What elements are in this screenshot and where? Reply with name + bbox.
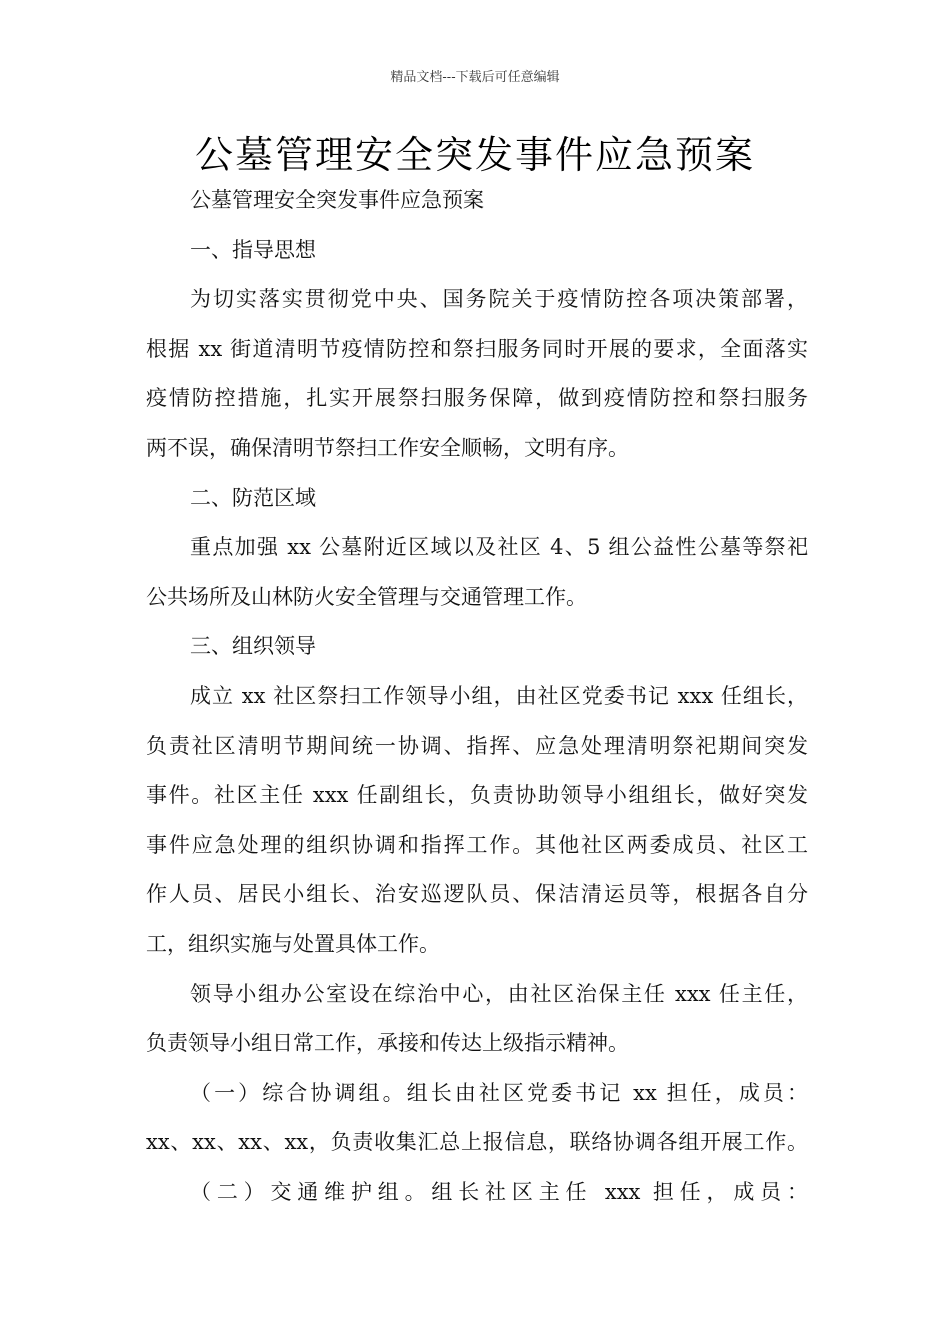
body-line: 事件。社区主任 xxx 任副组长，负责协助领导小组组长，做好突发 xyxy=(146,783,808,808)
body-line: xx、xx、xx、xx，负责收集汇总上报信息，联络协调各组开展工作。 xyxy=(146,1130,808,1155)
document-title: 公墓管理安全突发事件应急预案 xyxy=(194,133,755,177)
body-line: 领导小组办公室设在综治中心，由社区治保主任 xxx 任主任， xyxy=(190,981,808,1006)
body-line: 负责社区清明节期间统一协调、指挥、应急处理清明祭祀期间突发 xyxy=(146,733,808,758)
body-line: 事件应急处理的组织协调和指挥工作。其他社区两委成员、社区工 xyxy=(146,832,808,857)
body-line: 疫情防控措施，扎实开展祭扫服务保障，做到疫情防控和祭扫服务 xyxy=(146,386,808,411)
body-line: （二）交通维护组。组长社区主任 xxx 担任，成员： xyxy=(190,1179,808,1204)
body-line: 三、组织领导 xyxy=(190,634,316,659)
body-line: 重点加强 xx 公墓附近区域以及社区 4、5 组公益性公墓等祭祀 xyxy=(190,535,808,560)
document-body xyxy=(146,180,808,1221)
body-line: 公墓管理安全突发事件应急预案 xyxy=(190,188,484,212)
body-line: 两不误，确保清明节祭扫工作安全顺畅，文明有序。 xyxy=(146,435,629,460)
body-line: 公共场所及山林防火安全管理与交通管理工作。 xyxy=(146,584,587,609)
body-line: 一、指导思想 xyxy=(190,237,316,262)
body-line: 工，组织实施与处置具体工作。 xyxy=(146,931,440,956)
body-line: （一）综合协调组。组长由社区党委书记 xx 担任，成员： xyxy=(190,1080,808,1105)
body-line: 作人员、居民小组长、治安巡逻队员、保洁清运员等，根据各自分 xyxy=(146,882,808,907)
page-header: 精品文档---下载后可任意编辑 xyxy=(390,70,560,85)
body-line: 根据 xx 街道清明节疫情防控和祭扫服务同时开展的要求，全面落实 xyxy=(146,336,808,361)
body-line: 二、防范区域 xyxy=(190,485,316,510)
body-line: 负责领导小组日常工作，承接和传达上级指示精神。 xyxy=(146,1031,629,1056)
body-line: 为切实落实贯彻党中央、国务院关于疫情防控各项决策部署， xyxy=(190,287,808,312)
body-line: 成立 xx 社区祭扫工作领导小组，由社区党委书记 xxx 任组长， xyxy=(190,683,808,708)
